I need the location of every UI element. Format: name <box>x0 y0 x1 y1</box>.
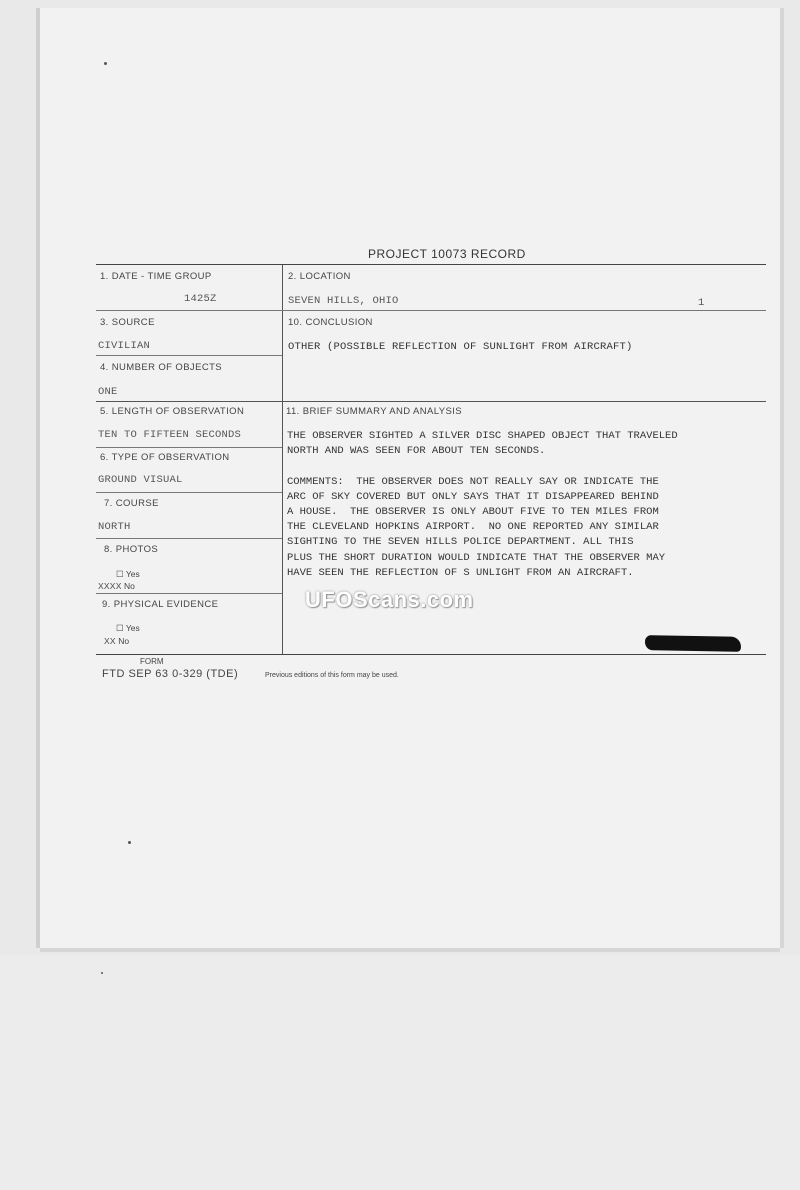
number-of-objects-value: ONE <box>98 386 118 398</box>
photos-yes-label: Yes <box>125 569 140 579</box>
row-divider <box>96 310 282 311</box>
source-label: 3. SOURCE <box>100 317 155 328</box>
redaction-mark <box>645 635 741 652</box>
row-divider <box>96 593 282 594</box>
summary-text <box>287 429 678 581</box>
page-marker: 1 <box>698 297 705 309</box>
length-of-observation-label: 5. LENGTH OF OBSERVATION <box>100 406 245 417</box>
footer-note: Previous editions of this form may be used. <box>265 672 399 679</box>
location-label: 2. LOCATION <box>288 271 351 282</box>
photos-no-mark: XXXX <box>98 581 122 592</box>
footer-form-id: FTD SEP 63 0-329 (TDE) <box>102 668 239 680</box>
physical-evidence-yes-option[interactable] <box>116 623 140 634</box>
footer-form-word: FORM <box>140 657 164 666</box>
type-of-observation-label: 6. TYPE OF OBSERVATION <box>100 452 230 463</box>
photos-label: 8. PHOTOS <box>104 544 159 555</box>
checkbox-icon: ☐ <box>116 569 124 579</box>
row-divider <box>96 538 282 539</box>
type-of-observation-value: GROUND VISUAL <box>98 474 183 486</box>
summary-line: ARC OF SKY COVERED BUT ONLY SAYS THAT IT DISAPPEARED BEHIND <box>287 490 659 503</box>
row-divider <box>96 355 282 356</box>
course-value: NORTH <box>98 521 131 533</box>
checkbox-icon: ☐ <box>116 623 124 633</box>
conclusion-value: OTHER (POSSIBLE REFLECTION OF SUNLIGHT FROM AIRCRAFT) <box>288 341 633 353</box>
physical-evidence-label: 9. PHYSICAL EVIDENCE <box>102 599 219 610</box>
number-of-objects-label: 4. NUMBER OF OBJECTS <box>100 362 223 373</box>
photos-no-option[interactable] <box>98 581 135 592</box>
row-divider <box>96 492 282 493</box>
scan-speck <box>128 841 131 844</box>
watermark: UFOScans.com <box>305 587 474 612</box>
summary-line: SIGHTING TO THE SEVEN HILLS POLICE DEPARTMENT. ALL THIS <box>287 536 634 549</box>
course-label: 7. COURSE <box>104 498 159 509</box>
source-value: CIVILIAN <box>98 340 151 352</box>
summary-line: HAVE SEEN THE REFLECTION OF S UNLIGHT FROM AN AIRCRAFT. <box>287 566 634 579</box>
conclusion-label: 10. CONCLUSION <box>288 317 373 328</box>
row-divider <box>96 447 282 448</box>
physical-evidence-no-mark: XX <box>104 636 116 647</box>
photos-no-label: No <box>123 581 135 591</box>
summary-line: PLUS THE SHORT DURATION WOULD INDICATE THAT THE OBSERVER MAY <box>287 551 666 564</box>
photos-yes-option[interactable] <box>116 569 140 580</box>
summary-line: COMMENTS: THE OBSERVER DOES NOT REALLY SAY OR INDICATE THE <box>287 475 659 488</box>
summary-label: 11. BRIEF SUMMARY AND ANALYSIS <box>286 406 463 417</box>
scan-speck <box>104 62 107 65</box>
physical-evidence-no-label: No <box>118 636 130 646</box>
column-divider <box>282 265 283 654</box>
physical-evidence-no-option[interactable] <box>104 636 129 647</box>
form-title: PROJECT 10073 RECORD <box>368 247 526 261</box>
length-of-observation-value: TEN TO FIFTEEN SECONDS <box>98 429 242 441</box>
summary-line: THE OBSERVER SIGHTED A SILVER DISC SHAPED OBJECT THAT TRAVELED <box>287 430 678 442</box>
location-value: SEVEN HILLS, OHIO <box>288 295 399 307</box>
row-divider <box>96 401 766 402</box>
summary-line: THE CLEVELAND HOPKINS AIRPORT. NO ONE REPORTED ANY SIMILAR <box>287 521 659 534</box>
scan-speck <box>101 972 103 974</box>
summary-line: A HOUSE. THE OBSERVER IS ONLY ABOUT FIVE TO TEN MILES FROM <box>287 506 659 519</box>
date-time-group-label: 1. DATE - TIME GROUP <box>100 271 212 282</box>
date-time-group-value: 1425Z <box>184 293 217 305</box>
summary-line: NORTH AND WAS SEEN FOR ABOUT TEN SECONDS. <box>287 445 546 458</box>
physical-evidence-yes-label: Yes <box>125 623 140 633</box>
scan-background <box>0 955 800 1190</box>
row-divider <box>282 310 766 311</box>
